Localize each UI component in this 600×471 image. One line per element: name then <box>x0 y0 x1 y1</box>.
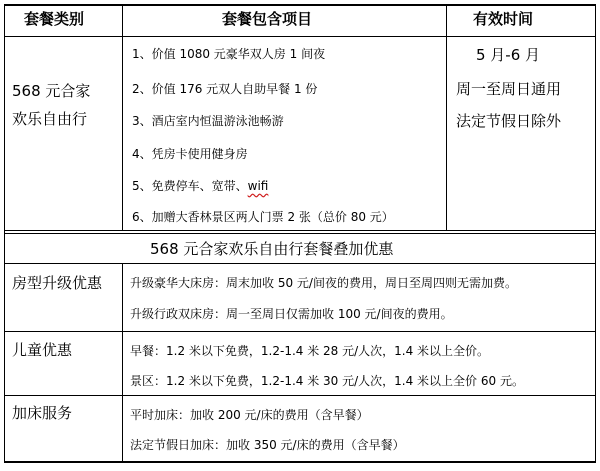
package-item-5-text: 5、免费停车、宽带、 <box>132 179 248 193</box>
package-item: 3、酒店室内恒温游泳池畅游 <box>132 114 284 128</box>
validity-exception: 法定节假日除外 <box>456 112 562 130</box>
validity-months: 5 月-6 月 <box>476 46 541 64</box>
offer-line: 升级豪华大床房：周末加收 50 元/间夜的费用，周日至周四则无需加费。 <box>130 276 517 290</box>
package-item: 2、价值 176 元双人自助早餐 1 份 <box>132 82 318 96</box>
col-divider-2-top <box>446 4 447 231</box>
table-border-right <box>595 4 596 463</box>
table-border-left <box>4 4 5 463</box>
wifi-spellcheck-word: wifi <box>247 179 269 193</box>
offer-divider-2 <box>4 395 596 396</box>
package-item: 4、凭房卡使用健身房 <box>132 147 248 161</box>
offer-line: 景区：1.2 米以下免费，1.2-1.4 米 30 元/人次，1.4 米以上全价 60 元。 <box>130 374 524 388</box>
package-item: 1、价值 1080 元豪华双人房 1 间夜 <box>132 47 326 61</box>
header-validity: 有效时间 <box>473 10 534 28</box>
offer-label-extra-bed: 加床服务 <box>12 404 73 422</box>
package-divider-bottom <box>4 233 596 234</box>
package-divider-top <box>4 230 596 231</box>
offer-line: 早餐：1.2 米以下免费，1.2-1.4 米 28 元/人次，1.4 米以上全价。 <box>130 344 490 358</box>
package-category-line1: 568 元合家 <box>12 82 91 100</box>
header-category: 套餐类别 <box>24 10 85 28</box>
offer-label-children: 儿童优惠 <box>12 341 73 359</box>
package-item: 6、加赠大香林景区两人门票 2 张（总价 80 元） <box>132 210 394 224</box>
package-item-5 <box>132 180 268 192</box>
col-divider-1-top <box>122 4 123 231</box>
header-items: 套餐包含项目 <box>222 10 313 28</box>
table-border-top <box>4 4 596 6</box>
offer-line: 法定节假日加床：加收 350 元/床的费用（含早餐） <box>130 438 405 452</box>
header-divider <box>4 36 596 37</box>
offer-line: 平时加床：加收 200 元/床的费用（含早餐） <box>130 408 369 422</box>
validity-days: 周一至周日通用 <box>456 80 562 98</box>
section-title: 568 元合家欢乐自由行套餐叠加优惠 <box>150 240 394 258</box>
table-border-bottom <box>4 461 596 463</box>
section-title-divider <box>4 263 596 264</box>
col-divider-1-bottom <box>122 263 123 463</box>
package-category-line2: 欢乐自由行 <box>12 110 88 128</box>
offer-divider-1 <box>4 331 596 332</box>
offer-label-room-upgrade: 房型升级优惠 <box>12 274 103 292</box>
offer-line: 升级行政双床房：周一至周日仅需加收 100 元/间夜的费用。 <box>130 307 453 321</box>
